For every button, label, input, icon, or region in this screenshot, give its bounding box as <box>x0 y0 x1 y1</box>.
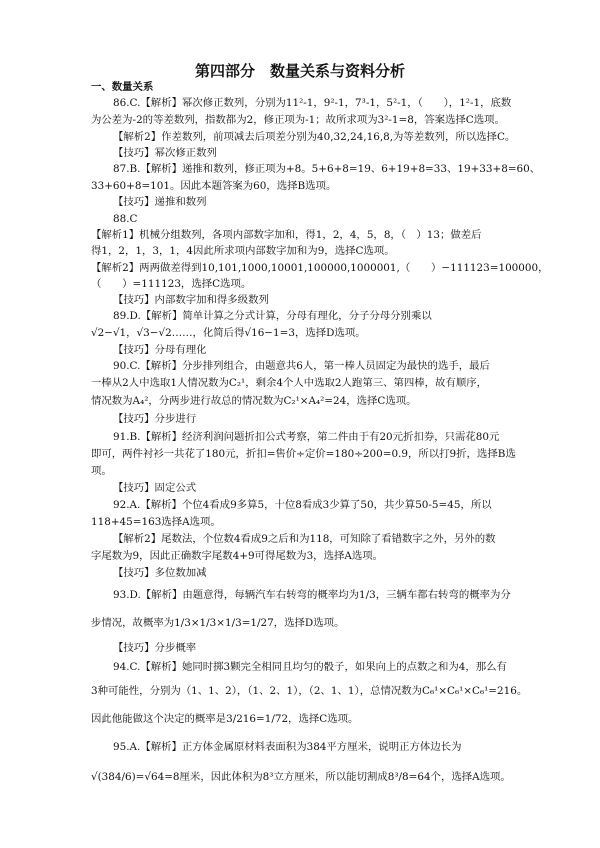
section-heading: 一、数量关系 <box>91 81 154 93</box>
answer-93-tip: 【技巧】分步概率 <box>113 642 197 654</box>
answer-92-analysis-2a: 【解析2】尾数法，个位数4看成9之后和为118，可知除了看错数字之外，另外的数 <box>113 533 496 545</box>
answer-91-line-2: 即可，两件衬衫一共花了180元，折扣=售价÷定价=180÷200=0.9，所以打9折，选择B选 <box>91 448 516 460</box>
answer-93-line-2: 步情况，故概率为1/3×1/3×1/3=1/27，选择D选项。 <box>91 617 345 629</box>
answer-95-line-1: 95.A.【解析】正方体金属原材料表面积为384平方厘米，说明正方体边长为 <box>113 741 462 753</box>
answer-88-header: 88.C <box>113 213 138 225</box>
answer-87-line-2: 33+60+8=101。因此本题答案为60，选择B选项。 <box>91 180 337 192</box>
answer-88-analysis-2b: （ ）=111123，选择C选项。 <box>91 278 252 290</box>
answer-92-analysis-2b: 字尾数为9，因此正确数字尾数4+9可得尾数为3，选择A选项。 <box>91 550 384 562</box>
answer-95-line-2: √(384/6)=√64=8厘米，因此体积为8³立方厘米，所以能切割成8³/8=64个，选择A选项。 <box>91 771 511 783</box>
answer-86-analysis-2: 【解析2】作差数列，前项减去后项差分别为40,32,24,16,8,为等差数列，所以选择C。 <box>113 131 516 143</box>
answer-88-analysis-1b: 得1，2，1，3，1，4因此所求项内部数字加和为9，选择C选项。 <box>91 245 395 257</box>
answer-86-line-2: 为公差为-2的等差数列，指数都为2，修正项为-1；故所求项为3²-1=8，答案选择C选项。 <box>91 114 505 126</box>
answer-88-analysis-1a: 【解析1】机械分组数列，各项内部数字加和，得1，2，4，5，8，（ ）13；做差后 <box>91 229 482 241</box>
answer-86-tip: 【技巧】幂次修正数列 <box>113 147 217 159</box>
answer-87-tip: 【技巧】递推和数列 <box>113 196 207 208</box>
answer-92-line-1: 92.A.【解析】个位4看成9多算5，十位8看成3少算了50，共少算50-5=45，所以 <box>113 499 492 511</box>
answer-86-line-1: 86.C.【解析】幂次修正数列，分别为11²-1，9²-1，7³-1，5²-1，（ ），1²-1，底数 <box>113 97 512 109</box>
answer-90-tip: 【技巧】分步进行 <box>113 413 197 425</box>
answer-92-tip: 【技巧】多位数加减 <box>113 567 207 579</box>
answer-89-line-1: 89.D.【解析】简单计算之分式计算，分母有理化，分子分母分别乘以 <box>113 310 432 322</box>
answer-89-tip: 【技巧】分母有理化 <box>113 344 207 356</box>
answer-93-line-1: 93.D.【解析】由题意得，每辆汽车右转弯的概率均为1/3，三辆车都右转弯的概率为分 <box>113 589 511 601</box>
answer-88-tip: 【技巧】内部数字加和得多级数列 <box>113 294 269 306</box>
answer-89-line-2: √2−√1，√3−√2……，化简后得√16−1=3，选择D选项。 <box>91 327 366 339</box>
answer-94-line-3: 因此他能做这个决定的概率是3/216=1/72，选择C选项。 <box>91 713 359 725</box>
answer-90-line-2: 一棒从2人中选取1人情况数为C₂¹，剩余4个人中选取2人跑第三、第四棒，故有顺序， <box>91 377 488 389</box>
answer-91-line-1: 91.B.【解析】经济利润问题折扣公式考察，第二件由于有20元折扣券，只需花80元 <box>113 431 500 443</box>
answer-91-tip: 【技巧】固定公式 <box>113 482 197 494</box>
answer-88-analysis-2a: 【解析2】两两做差得到10,101,1000,10001,100000,1000001,（ ）−111123=100000， <box>91 262 549 274</box>
page-title: 第四部分 数量关系与资料分析 <box>194 62 405 80</box>
answer-94-line-2: 3种可能性，分别为（1、1、2），（1、2、1），（2、1、1），总情况数为C₆¹×C₆¹×C₆¹=216。 <box>91 685 528 697</box>
answer-94-line-1: 94.C.【解析】她同时掷3颗完全相同且均匀的骰子，如果向上的点数之和为4，那么有 <box>113 661 507 673</box>
answer-92-line-2: 118+45=163选择A选项。 <box>91 516 221 528</box>
answer-90-line-1: 90.C.【解析】分步排列组合，由题意共6人，第一棒人员固定为最快的选手，最后 <box>113 360 490 372</box>
answer-91-line-3: 项。 <box>91 465 112 477</box>
answer-87-line-1: 87.B.【解析】递推和数列，修正项为+8。5+6+8=19、6+19+8=33、19+33+8=60、 <box>113 163 541 175</box>
answer-90-line-3: 情况数为A₄²，分两步进行故总的情况数为C₂¹×A₄²=24，选择C选项。 <box>91 395 417 407</box>
